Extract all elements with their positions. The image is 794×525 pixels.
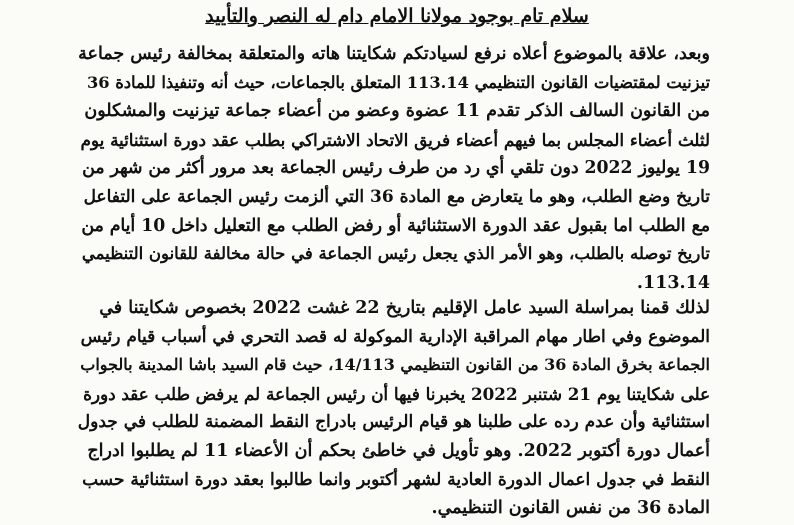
paragraph-line: 113.14. bbox=[636, 272, 710, 293]
paragraph-complaint-intro bbox=[78, 40, 710, 297]
paragraph-governor-correspondence bbox=[78, 294, 710, 523]
paragraph-line: تاريخ وضع الطلب، وهو ما يتعارض مع المادة 36 التي ألزمت رئيس الجماعة على التفاعل bbox=[83, 186, 710, 207]
paragraph-line: أعمال دورة أكتوبر 2022. وهو تأويل في خاطئ بحكم أن الأعضاء 11 لم يطلبوا ادراج bbox=[87, 440, 710, 461]
salutation-heading: سلام تام بوجود مولانا الامام دام له النصر والتأييد bbox=[205, 5, 589, 27]
paragraph-line: تيزنيت لمقتضيات القانون التنظيمي 113.14 المتعلق بالجماعات، حيث أنه وتنفيذا للمادة 36 bbox=[86, 72, 710, 92]
paragraph-line: لذلك قمنا بمراسلة السيد عامل الإقليم بتاريخ 22 غشت 2022 بخصوص شكايتنا في bbox=[99, 298, 710, 318]
paragraph-line: تاريخ توصله بالطلب، وهو الأمر الذي يجعل رئيس الجماعة في حالة مخالفة للقانون التنظيمي bbox=[81, 244, 710, 264]
paragraph-line: الموضوع وفي اطار مهام المراقبة الإدارية الموكولة له قصد التحري في أسباب قيام رئيس bbox=[80, 326, 710, 347]
paragraph-line: 19 يوليوز 2022 دون تلقي أي رد من طرف رئيس الجماعة بعد مرور أكثر من شهر من bbox=[82, 158, 710, 179]
paragraph-line: من القانون السالف الذكر تقدم 11 عضوة وعضو من أعضاء جماعة تيزنيت والمشكلون bbox=[84, 101, 710, 122]
paragraph-line: استثنائية وأن عدم رده على طلبنا هو قيام الرئيس بادراج النقط المضمنة للطلب في جدول bbox=[78, 412, 710, 433]
paragraph-line: النقط في جدول اعمال الدورة العادية لشهر أكتوبر وانما طالبوا بعقد دورة استثنائية حسب bbox=[82, 469, 710, 490]
paragraph-line: لثلث أعضاء المجلس بما فيهم أعضاء فريق الاتحاد الاشتراكي بطلب عقد دورة استثنائية يوم bbox=[80, 129, 710, 150]
paragraph-line: المادة 36 من نفس القانون التنظيمي. bbox=[431, 498, 710, 519]
paragraph-line: على شكايتنا يوم 21 شتنبر 2022 يخبرنا فيها أن رئيس الجماعة لم يرفض طلب عقد دورة bbox=[83, 383, 710, 404]
paragraph-line: الجماعة بخرق المادة 36 من القانون التنظيمي 14/113، حيث قام السيد باشا المدينة بالجواب bbox=[80, 355, 710, 375]
paragraph-line: مع الطلب اما بقبول عقد الدورة الاستثنائية أو رفض الطلب مع التعليل داخل 10 أيام من bbox=[81, 215, 710, 236]
paragraph-line: وبعد، علاقة بالموضوع أعلاه نرفع لسيادتكم شكايتنا هاته والمتعلقة بمخالفة رئيس جماعة bbox=[78, 44, 710, 64]
